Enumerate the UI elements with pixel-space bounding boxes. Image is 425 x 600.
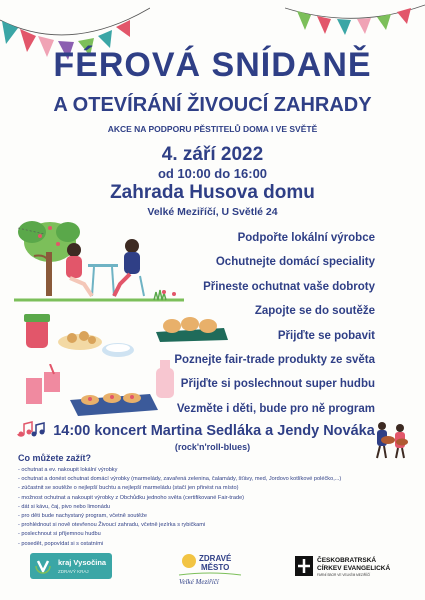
feature-item: Vezměte i děti, bude pro ně program (176, 402, 375, 415)
cce-line3: FARNÍ SBOR VE VELKÉM MEZIŘÍČÍ (317, 573, 371, 577)
concert-genre: (rock'n'roll-blues) (174, 442, 251, 452)
concert-info: 14:00 koncert Martina Sedláka a Jendy Nováka (53, 423, 375, 439)
activity-item: - posedět, popovídat si s ostatními (18, 540, 104, 547)
activities-title: Co můžete zažít? (18, 453, 92, 463)
feature-item: Ochutnejte domácí speciality (215, 256, 375, 269)
zdrave-text: ZDRAVÉ (199, 554, 232, 563)
event-address: Velké Meziříčí, U Světlé 24 (147, 206, 278, 218)
cce-logo (293, 553, 413, 579)
feature-item: Podpořte lokální výrobce (237, 232, 375, 244)
activity-item: - dát si kávu, čaj, pivo nebo limonádu (18, 503, 111, 510)
activity-item: - prohlédnout si nově otevřenou Živoucí zahradu, včetně jezírka s rybičkami (18, 522, 206, 529)
activity-item: - možnost ochutnat a nakoupit výrobky z Obchůdku jednoho světa (certifikované Fair-trade) (18, 494, 245, 501)
musicians-illustration (368, 418, 412, 462)
feature-item: Přijďte si poslechnout super hudbu (180, 378, 375, 391)
activity-item: - poslechnout si příjemnou hudbu (18, 531, 101, 538)
poster-title: FÉROVÁ SNÍDANĚ (53, 46, 372, 84)
feature-item: Přijďte se pobavit (277, 329, 375, 342)
poster-subtitle: A OTEVÍRÁNÍ ŽIVOUCÍ ZAHRADY (53, 94, 372, 116)
mesto-text: MĚSTO (201, 563, 230, 572)
bunting-right-decoration (285, 0, 425, 45)
activity-item: - pro děti bude nachystaný program, včetně soutěže (18, 513, 148, 520)
activity-item: - zúčastnit se soutěže o nejlepší buchtu a nejlepší marmeládu (stačí jen přinést na místo) (18, 485, 239, 492)
features-list (145, 226, 375, 421)
activity-item: - ochutnat a ev. nakoupit lokální výrobky (18, 467, 118, 473)
event-time: od 10:00 do 16:00 (157, 166, 268, 181)
vysocina-subtext: ZDRAVÝ KRAJ (58, 569, 89, 574)
poster-tagline: AKCE NA PODPORU PĚSTITELŮ DOMA I VE SVĚTĚ (107, 124, 318, 134)
event-date: 4. září 2022 (161, 144, 264, 165)
activities-list (18, 466, 398, 549)
kraj-vysocina-logo (30, 553, 112, 579)
cce-line2: CÍRKEV EVANGELICKÁ (317, 565, 391, 572)
cce-line1: ČESKOBRATRSKÁ (317, 557, 377, 564)
vysocina-text: kraj Vysočina (58, 558, 107, 567)
zdrave-mesto-logo (175, 549, 245, 589)
feature-item: Zapojte se do soutěže (254, 305, 375, 318)
activity-item: - ochutnat a donést ochutnat domácí výrobky (marmelády, zavařená zelenina, čalamády, šťávy, med, Jordovo kotlíkové poléčko,...) (18, 476, 342, 483)
food-illustration-1 (20, 308, 140, 368)
feature-item: Poznejte fair-trade produkty ze světa (174, 353, 375, 366)
zdrave-city-text: Velké Meziříčí (179, 578, 219, 586)
feature-item: Přineste ochutnat vaše dobroty (203, 280, 375, 293)
event-venue: Zahrada Husova domu (110, 182, 315, 203)
